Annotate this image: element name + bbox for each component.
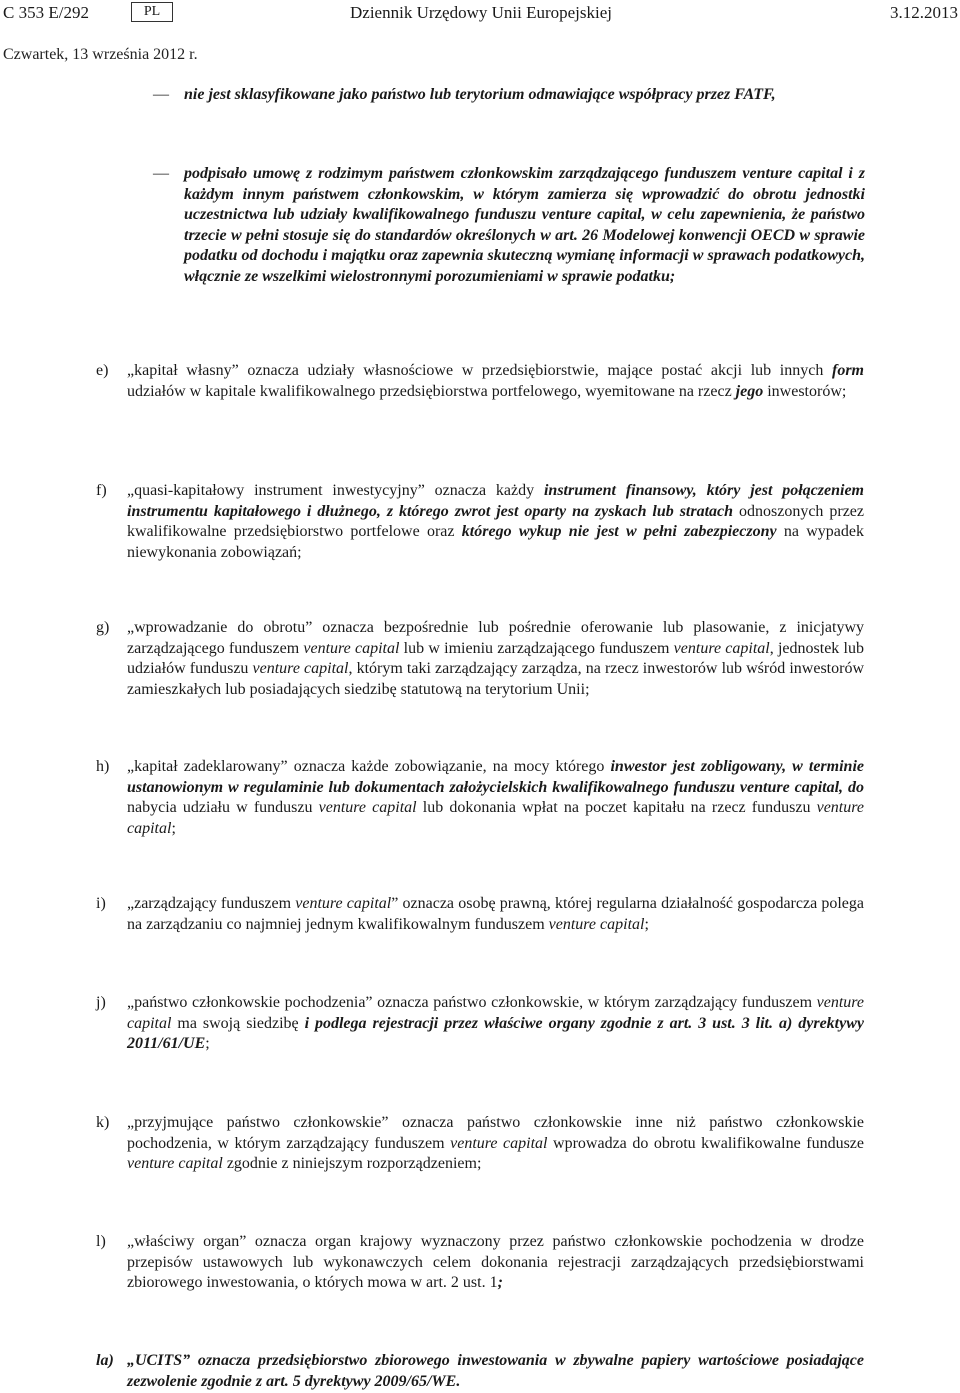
definition-text: „UCITS” oznacza przedsiębiorstwo zbiorowego inwestowania w zbywalne papiery wartościowe posiadające zezwolenie zgodnie z art. 5 dyrektywy 2009/65/WE. — [127, 1352, 864, 1390]
definition-label: i) — [96, 895, 106, 912]
definition-label: g) — [96, 619, 110, 636]
definition-text: „kapitał zadeklarowany” oznacza każde zobowiązanie, na mocy którego inwestor jest zobligowany, w terminie ustanowionym w regulaminie lub dokumentach założycielskich kwalifikowalnego funduszu venture capital, do nabycia udziału w funduszu venture capital lub dokonania wpłat na poczet kapitału na rzecz funduszu venture capital; — [127, 758, 864, 837]
indent-text: nie jest sklasyfikowane jako państwo lub terytorium odmawiające współpracy przez FATF, — [184, 86, 776, 103]
definition-h — [96, 757, 864, 839]
definition-label: j) — [96, 994, 106, 1011]
definition-j — [96, 993, 864, 1055]
publication-date: 3.12.2013 — [890, 3, 958, 22]
definition-text: „kapitał własny” oznacza udziały własnościowe w przedsiębiorstwie, mające postać akcji lub innych form udziałów w kapitale kwalifikowalnego przedsiębiorstwa portfelowego, wyemitowane na rzecz jego inwestorów; — [127, 362, 864, 400]
definition-text: „zarządzający funduszem venture capital” oznacza osobę prawną, której regularna działalność gospodarcza polega na zarządzaniu co najmniej jednym kwalifikowalnym funduszem venture capital; — [127, 895, 864, 933]
definition-text: „wprowadzanie do obrotu” oznacza bezpośrednie lub pośrednie oferowanie lub plasowanie, z inicjatywy zarządzającego funduszem venture capital lub w imieniu zarządzającego funduszem venture capital, jednostek lub udziałów funduszu venture capital, którym taki zarządzający zarządza, na rzecz inwestorów lub wśród inwestorów zamieszkałych lub posiadających siedzibę statutową na terytorium Unii; — [127, 619, 864, 698]
indent-item-fatf — [153, 85, 865, 106]
definition-label: h) — [96, 758, 110, 775]
indent-text: podpisało umowę z rodzimym państwem członkowskim zarządzającego funduszem venture capital i z każdym innym państwem członkowskim, w którym zamierza się wprowadzić do obrotu jednostki uczestnictwa lub udziały kwalifikowalnego funduszu venture capital, w celu zapewnienia, że państwo trzecie w pełni stosuje się do standardów określonych w art. 26 Modelowej konwencji OECD w sprawie podatku od dochodu i majątku oraz zapewnia skuteczną wymianę informacji w sprawach podatkowych, włącznie ze wszelkimi wielostronnymi porozumieniami w sprawie podatku; — [184, 165, 865, 285]
definition-e — [96, 361, 864, 402]
definition-text: „przyjmujące państwo członkowskie” oznacza państwo członkowskie inne niż państwo członkowskie pochodzenia, w którym zarządzający funduszem venture capital wprowadza do obrotu kwalifikowalne fundusze venture capital zgodnie z niniejszym rozporządzeniem; — [127, 1114, 865, 1172]
definition-label: e) — [96, 362, 109, 379]
indent-item-agreement — [153, 164, 865, 287]
definition-l — [96, 1232, 864, 1294]
definition-label: la) — [96, 1352, 114, 1369]
language-code-box: PL — [131, 2, 173, 22]
definition-g — [96, 618, 864, 700]
indent-dash: — — [153, 165, 169, 182]
definition-text: „państwo członkowskie pochodzenia” oznacza państwo członkowskie, w którym zarządzający funduszem venture capital ma swoją siedzibę i podlega rejestracji przez właściwe organy zgodnie z art. 3 ust. 3 lit. a) dyrektywy 2011/61/UE; — [127, 994, 865, 1052]
indent-dash: — — [153, 86, 169, 103]
definition-f — [96, 481, 864, 563]
definition-k — [96, 1113, 864, 1175]
definition-text: „quasi-kapitałowy instrument inwestycyjny” oznacza każdy instrument finansowy, który jest połączeniem instrumentu kapitałowego i dłużnego, z którego zwrot jest oparty na zyskach lub stratach odnoszonych przez kwalifikowalne przedsiębiorstwo portfelowe oraz którego wykup nie jest w pełni zabezpieczony na wypadek niewykonania zobowiązań; — [127, 482, 865, 561]
journal-header — [0, 0, 960, 30]
definition-la — [96, 1351, 864, 1392]
journal-title: Dziennik Urzędowy Unii Europejskiej — [350, 3, 613, 22]
session-date: Czwartek, 13 września 2012 r. — [3, 46, 198, 63]
definition-text: „właściwy organ” oznacza organ krajowy wyznaczony przez państwo członkowskie pochodzenia w drodze przepisów ustawowych lub wykonawczych celem dokonania rejestracji zarządzających przedsiębiorstwami zbiorowego inwestowania, o których mowa w art. 2 ust. 1; — [127, 1233, 864, 1291]
journal-reference: C 353 E/292 — [3, 3, 89, 22]
definition-label: f) — [96, 482, 107, 499]
definition-label: l) — [96, 1233, 106, 1250]
definition-label: k) — [96, 1114, 110, 1131]
definition-i — [96, 894, 864, 935]
